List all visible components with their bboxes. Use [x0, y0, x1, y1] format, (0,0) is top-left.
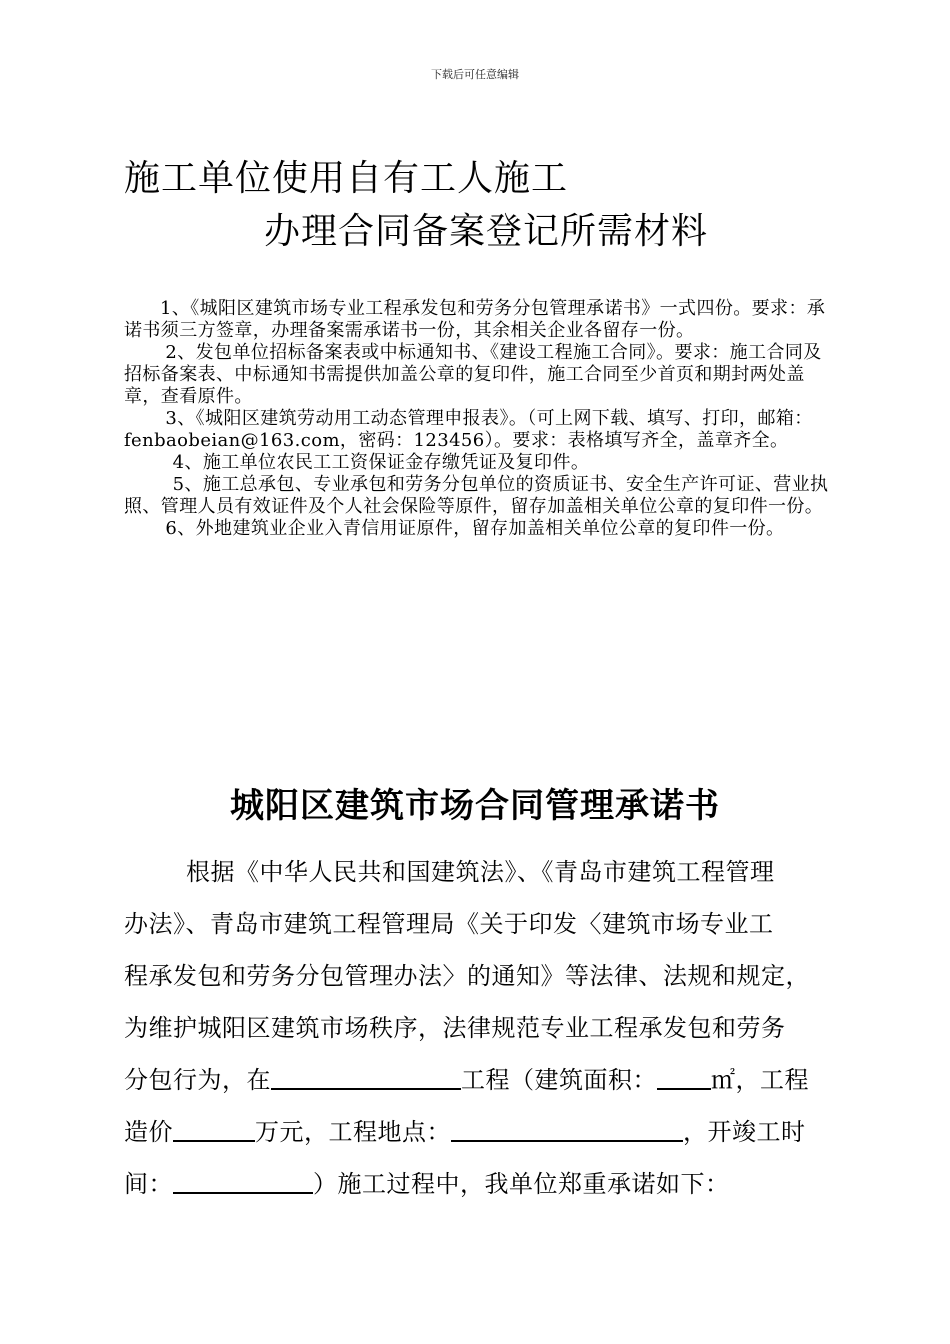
materials-item-5: 5、施工总承包、专业承包和劳务分包单位的资质证书、安全生产许可证、营业执照、管理人员有效证件及个人社会保险等原件，留存加盖相关单位公章的复印件一份。 — [124, 474, 829, 517]
materials-item-6: 6、外地建筑业企业入青信用证原件，留存加盖相关单位公章的复印件一份。 — [165, 518, 785, 539]
commitment-line — [124, 1158, 832, 1210]
commitment-line: 程承发包和劳务分包管理办法〉的通知》等法律、法规和规定， — [124, 962, 810, 990]
commitment-text: 工程（建筑面积： — [461, 1066, 657, 1094]
project-name-blank[interactable] — [271, 1066, 461, 1090]
materials-item-1: 1、《城阳区建筑市场专业工程承发包和劳务分包管理承诺书》一式四份。要求：承诺书须三方签章，办理备案需承诺书一份，其余相关企业各留存一份。 — [124, 298, 826, 341]
construction-period-blank[interactable] — [173, 1170, 313, 1194]
commitment-text: 分包行为，在 — [124, 1066, 271, 1094]
materials-item-4: 4、施工单位农民工工资保证金存缴凭证及复印件。 — [172, 452, 590, 473]
commitment-text: 万元，工程地点： — [255, 1118, 451, 1146]
materials-list — [124, 298, 830, 540]
building-area-blank[interactable] — [657, 1066, 711, 1090]
commitment-text: 造价 — [124, 1118, 173, 1146]
project-location-blank[interactable] — [451, 1118, 683, 1142]
materials-item-2: 2、发包单位招标备案表或中标通知书、《建设工程施工合同》。要求：施工合同及招标备案表、中标通知书需提供加盖公章的复印件，施工合同至少首页和期封两处盖章，查看原件。 — [124, 342, 822, 407]
materials-item-3: 3、《城阳区建筑劳动用工动态管理申报表》。（可上网下载、填写、打印，邮箱：fenbaobeian@163.com，密码：123456）。要求：表格填写齐全，盖章齐全。 — [124, 408, 813, 451]
document-title-line2: 办理合同备案登记所需材料 — [264, 211, 709, 252]
commitment-text: ）施工过程中，我单位郑重承诺如下： — [313, 1170, 730, 1198]
document-title-line1: 施工单位使用自有工人施工 — [124, 158, 569, 199]
commitment-text: ㎡，工程 — [711, 1066, 809, 1094]
project-cost-blank[interactable] — [173, 1118, 255, 1142]
commitment-line — [124, 1054, 832, 1106]
commitment-text: ，开竣工时 — [683, 1118, 806, 1146]
commitment-line: 根据《中华人民共和国建筑法》、《青岛市建筑工程管理 — [186, 858, 775, 886]
commitment-body — [124, 846, 832, 1210]
header-note: 下载后可任意编辑 — [431, 68, 519, 81]
commitment-line: 为维护城阳区建筑市场秩序，法律规范专业工程承发包和劳务 — [124, 1014, 786, 1042]
commitment-title: 城阳区建筑市场合同管理承诺书 — [230, 786, 720, 826]
commitment-line: 办法》、青岛市建筑工程管理局《关于印发〈建筑市场专业工 — [124, 910, 774, 938]
commitment-line — [124, 1106, 832, 1158]
commitment-text: 间： — [124, 1170, 173, 1198]
